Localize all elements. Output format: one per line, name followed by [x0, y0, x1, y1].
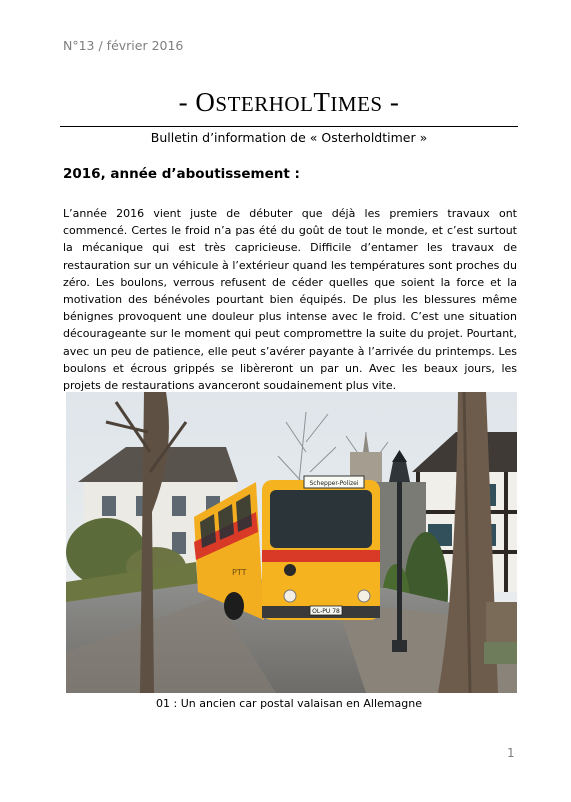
- masthead-mid: T: [313, 87, 331, 117]
- masthead-subtitle: Bulletin d’information de « Osterholdtimer »: [150, 130, 428, 145]
- article-heading: 2016, année d’aboutissement :: [63, 166, 300, 182]
- page-number: 1: [507, 746, 515, 760]
- headlight-right: [358, 590, 370, 602]
- windshield: [270, 490, 372, 548]
- issue-number: N°13 / février 2016: [63, 38, 184, 53]
- masthead-small2: IMES: [330, 92, 383, 116]
- post-horn-emblem: [284, 564, 296, 576]
- headlight-left: [284, 590, 296, 602]
- license-plate-text: OL-PU 78: [312, 608, 340, 615]
- bus-photo: [66, 392, 517, 693]
- wheel: [224, 592, 244, 620]
- photo-caption: 01 : Un ancien car postal valaisan en Allemagne: [156, 697, 422, 710]
- masthead-rule: [60, 126, 518, 127]
- destination-sign-text: Schepper-Polizei: [309, 480, 359, 487]
- masthead-title: [60, 87, 518, 118]
- masthead-prefix: - O: [178, 87, 216, 117]
- bus-lettering: PTT: [232, 568, 247, 577]
- red-stripe: [262, 550, 380, 562]
- article-body: L’année 2016 vient juste de débuter que déjà les premiers travaux ont commencé. Certes le froid n’a pas été du goût de tout le monde, et c’est surtout la mécanique qui est très capricieuse. Difficile d’entamer les travaux de restauration sur un véhicule à l’extérieur quand les températures sont proches du zéro. Les boulons, verrous refusent de céder quelles que soient la force et la motivation des bénévoles pourtant bien équipés. De plus les blessures même bénignes provoquent une douleur plus intense avec le froid. C’est une situation décourageante sur le moment qui peut compromettre la suite du projet. Pourtant, avec un peu de patience, elle peut s’avérer payante à l’arrivée du printemps. Les boulons et écrous grippés se libèreront un par un. Avec les beaux jours, les projets de restaurations avanceront soudainement plus vite.: [63, 207, 517, 393]
- masthead-small: STERHOL: [215, 92, 314, 116]
- masthead-suffix: -: [382, 87, 400, 117]
